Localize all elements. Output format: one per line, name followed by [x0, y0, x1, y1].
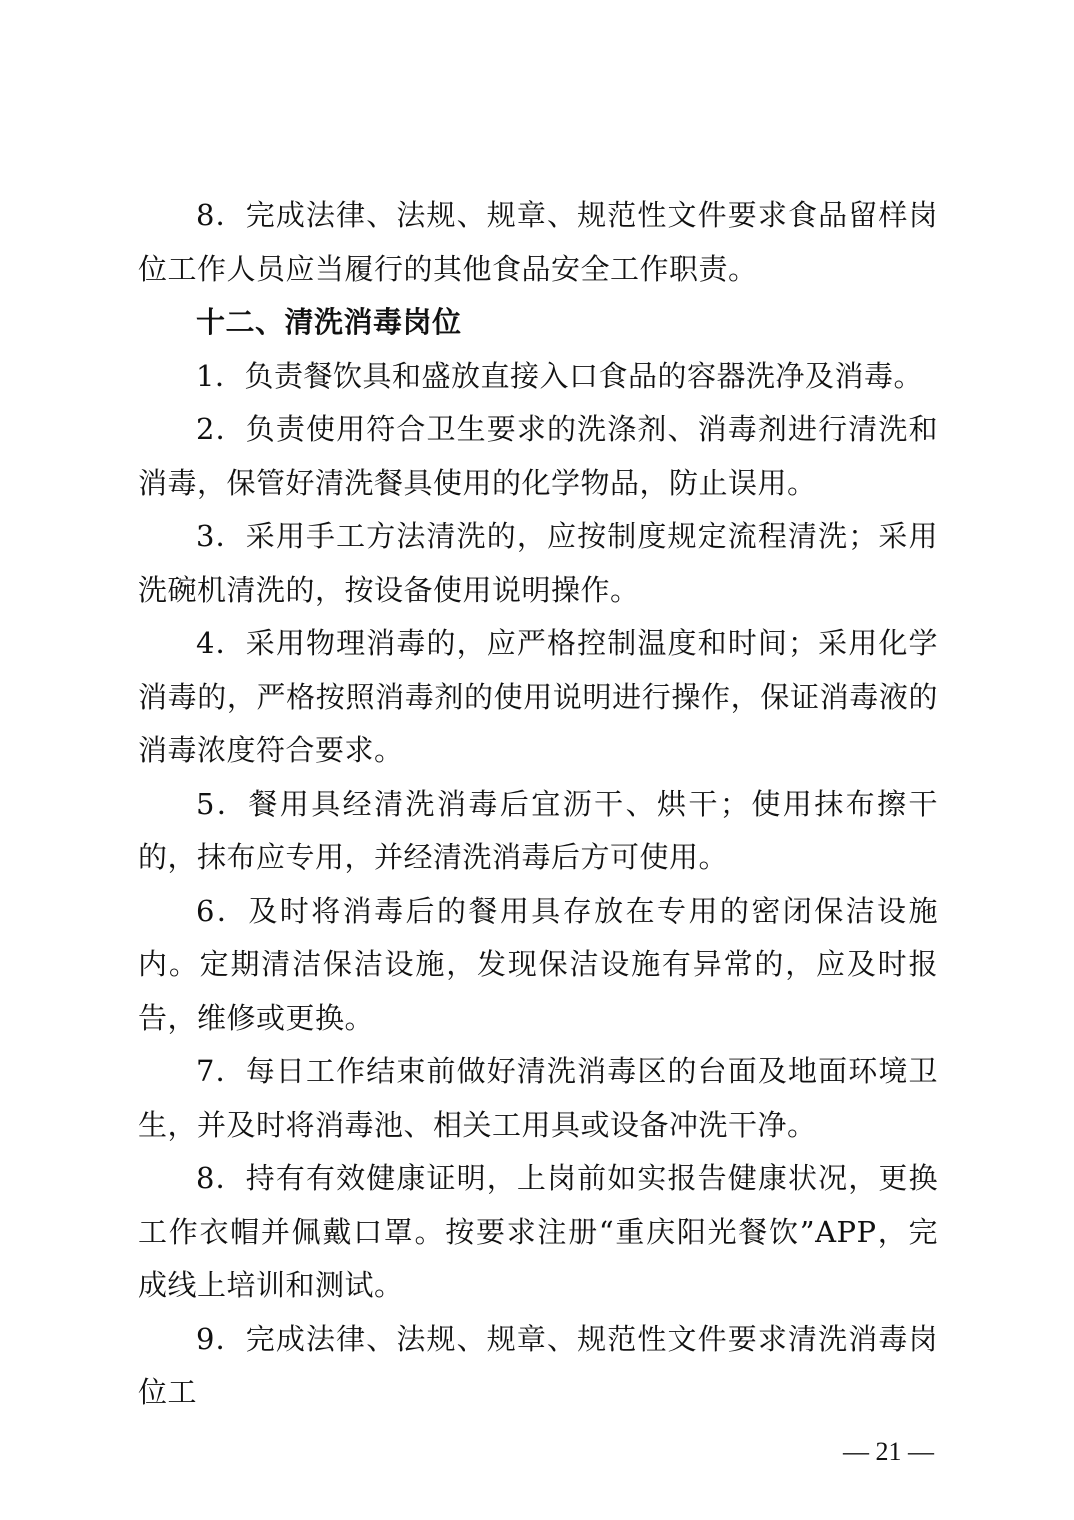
item-9: 9．完成法律、法规、规章、规范性文件要求清洗消毒岗位工 [138, 1321, 938, 1409]
section-12-heading: 十二、清洗消毒岗位 [196, 305, 462, 339]
item-7: 7．每日工作结束前做好清洗消毒区的台面及地面环境卫生，并及时将消毒池、相关工用具或设备冲洗干净。 [138, 1054, 938, 1142]
item-1: 1．负责餐饮具和盛放直接入口食品的容器洗净及消毒。 [196, 358, 923, 393]
document-body [138, 189, 938, 1420]
item-3: 3．采用手工方法清洗的，应按制度规定流程清洗；采用洗碗机清洗的，按设备使用说明操作。 [138, 519, 938, 607]
item-5: 5．餐用具经清洗消毒后宜沥干、烘干；使用抹布擦干的，抹布应专用，并经清洗消毒后方可使用。 [138, 786, 938, 874]
item-8: 8．持有有效健康证明，上岗前如实报告健康状况，更换工作衣帽并佩戴口罩。按要求注册“重庆阳光餐饮”APP，完成线上培训和测试。 [138, 1161, 938, 1302]
item-8-sample-duties: 8．完成法律、法规、规章、规范性文件要求食品留样岗位工作人员应当履行的其他食品安全工作职责。 [138, 198, 938, 286]
item-4: 4．采用物理消毒的，应严格控制温度和时间；采用化学消毒的，严格按照消毒剂的使用说明进行操作，保证消毒液的消毒浓度符合要求。 [138, 626, 938, 767]
item-2: 2．负责使用符合卫生要求的洗涤剂、消毒剂进行清洗和消毒，保管好清洗餐具使用的化学物品，防止误用。 [138, 412, 938, 500]
item-6: 6．及时将消毒后的餐用具存放在专用的密闭保洁设施内。定期清洁保洁设施，发现保洁设施有异常的，应及时报告，维修或更换。 [138, 893, 938, 1035]
page-number: — 21 — [843, 1437, 934, 1466]
